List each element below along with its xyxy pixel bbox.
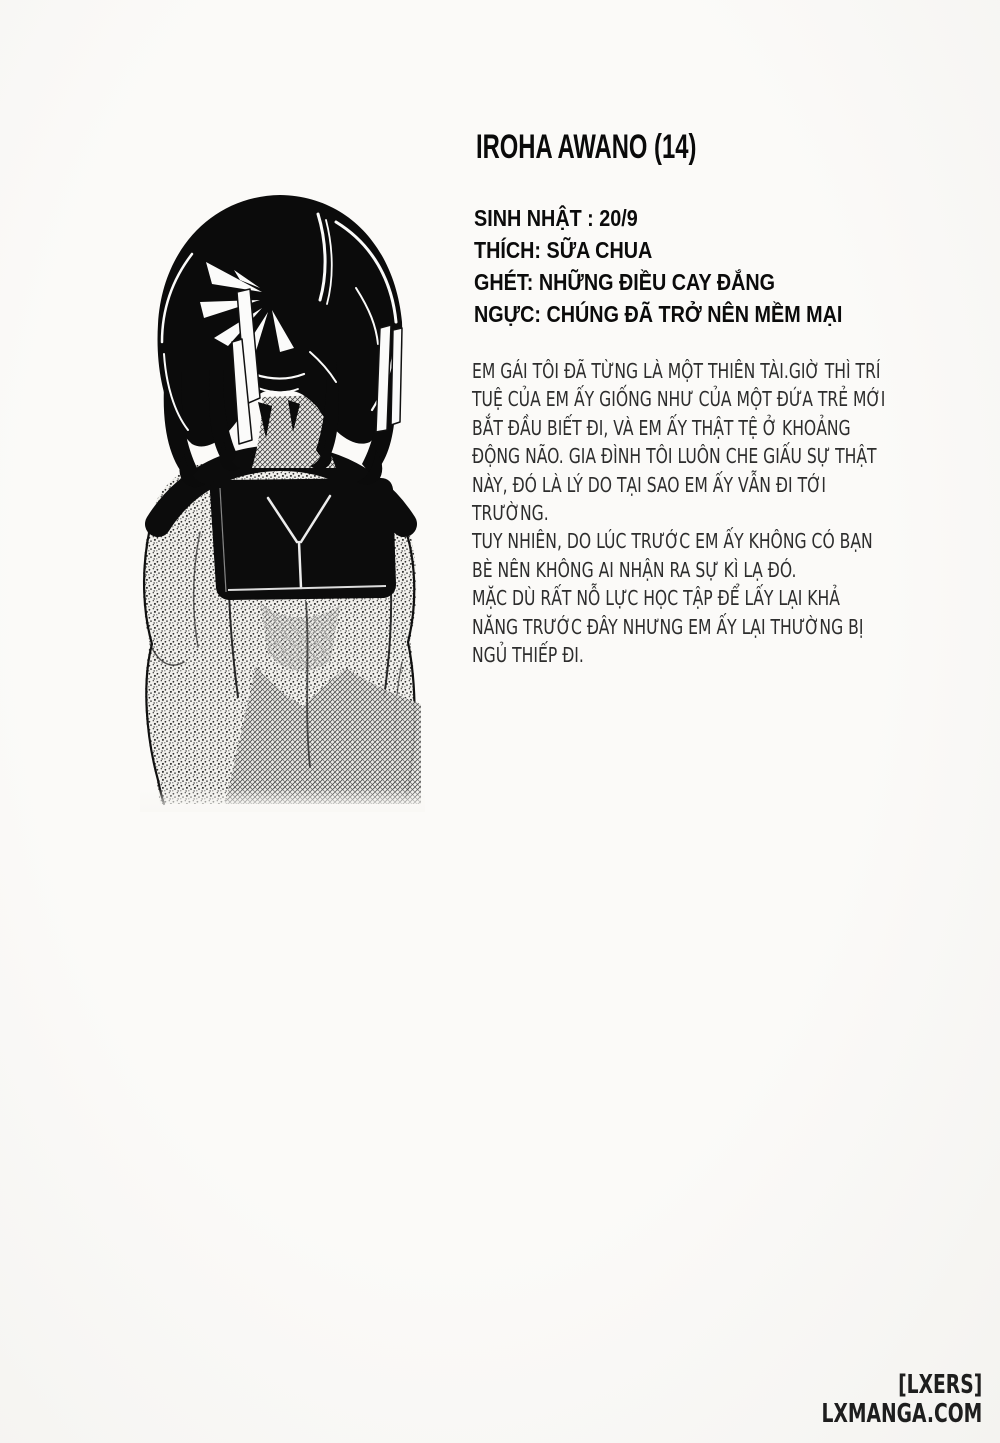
description-line: BÈ NÊN KHÔNG AI NHẬN RA SỰ KÌ LẠ ĐÓ. [472,557,797,582]
profile-stat-hates: GHÉT: NHỮNG ĐIỀU CAY ĐẮNG [474,269,776,295]
character-profile-stats [474,202,842,330]
description-line: NĂNG TRƯỚC ĐÂY NHƯNG EM ẤY LẠI THƯỜNG BỊ [472,614,864,639]
character-illustration [140,192,425,812]
watermark [821,1371,982,1429]
sailor-collar [210,478,396,600]
profile-stat-birthday: SINH NHẬT : 20/9 [474,205,638,231]
profile-stat-chest: NGỰC: CHÚNG ĐÃ TRỞ NÊN MỀM MẠI [474,301,843,327]
description-line: TRƯỜNG. [472,501,549,526]
description-line: BẮT ĐẦU BIẾT ĐI, VÀ EM ẤY THẬT TỆ Ở KHOẢNG [472,415,851,440]
character-description [472,357,885,669]
watermark-group-tag: [LXERS] [897,1370,982,1400]
description-line: TUỆ CỦA EM ẤY GIỐNG NHƯ CỦA MỘT ĐỨA TRẺ MỚI [472,387,886,412]
illustration-bottom-fade [140,788,425,812]
description-line: NGỦ THIẾP ĐI. [472,643,584,668]
description-line: MẶC DÙ RẤT NỖ LỰC HỌC TẬP ĐỂ LẤY LẠI KHẢ [472,586,840,611]
description-line: NÀY, ĐÓ LÀ LÝ DO TẠI SAO EM ẤY VẪN ĐI TỚI [472,472,826,497]
description-line: EM GÁI TÔI ĐÃ TỪNG LÀ MỘT THIÊN TÀI.GIỜ THÌ TRÍ [472,359,881,383]
description-line: ĐỘNG NÃO. GIA ĐÌNH TÔI LUÔN CHE GIẤU SỰ THẬT [472,444,877,469]
description-line: TUY NHIÊN, DO LÚC TRƯỚC EM ẤY KHÔNG CÓ BẠN [472,529,873,554]
watermark-site-url: LXMANGA.COM [821,1399,982,1429]
character-name-title: IROHA AWANO (14) [476,128,697,166]
profile-stat-likes: THÍCH: SỮA CHUA [474,237,653,263]
